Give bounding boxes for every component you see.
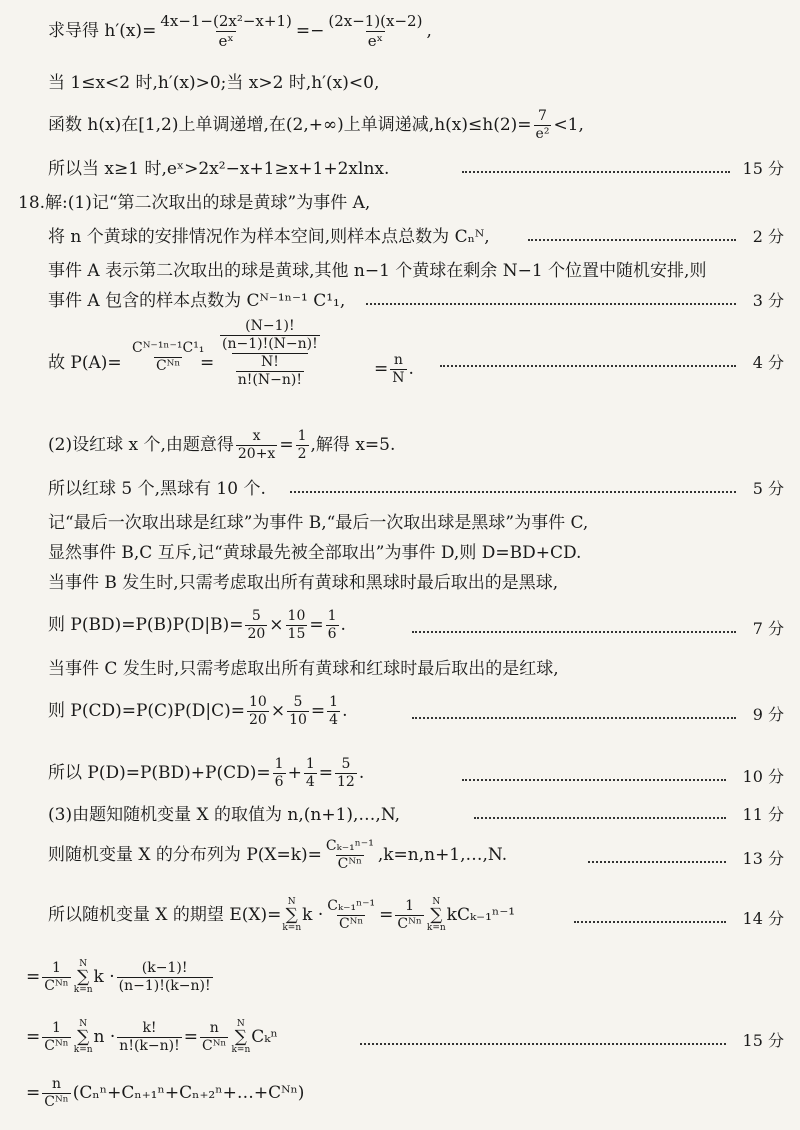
sum-symbol: N ∑ k=n [231, 1019, 251, 1055]
distribution-line: 则随机变量 X 的分布列为 P(X=k)= $\frac{\text{Cₖ₋₁ⁿ⁻¹}}{\text{Cᴺⁿ}}$ ,k=n,n+1,…,N. 13 分 [48, 838, 784, 872]
score-label: 11 分 [742, 805, 784, 824]
expectation-line: 所以随机变量 X 的期望 E(X)= N ∑ k=n k · $\frac{\text{Cₖ₋₁ⁿ⁻¹}}{\text{Cᴺⁿ}}$ = $\frac{1}{\text{Cᴺⁿ}}$ N ∑ k=n kCₖ₋₁ⁿ⁻¹ 14 分 [48, 897, 784, 933]
monotonic-line: 函数 h(x)在[1,2)上单调递增,在(2,+∞)上单调递减,h(x)≤h(2)= $\frac{7}{\text{e²}}$ <1, [48, 108, 584, 142]
score-label: 3 分 [752, 291, 784, 310]
pa-line: 故 P(A)= $\frac{\text{Cᴺ⁻¹ⁿ⁻¹C¹₁}}{\text{Cᴺⁿ}}$ = $\frac{\frac{(N-1)!}{(n-1)!(N-n)!}}{\frac{N!}{n!(N-n)!}}$ = $\frac{n}{N}$ . 4 分 [48, 318, 784, 388]
pd-line: 所以 P(D)=P(BD)+P(CD)= $\frac{1}{6}$ + $\frac{1}{4}$ = $\frac{5}{12}$ . 10 分 [48, 756, 784, 790]
pbd-line: 则 P(BD)=P(B)P(D|B)= $\frac{5}{20}$ × $\frac{10}{15}$ = $\frac{1}{6}$ . 7 分 [48, 608, 784, 642]
derivative-frac-2: $\frac{(2x-1)(x-2)}{\text{eˣ}}$ [328, 12, 423, 50]
score-label: 13 分 [742, 849, 784, 868]
answer-page: 求导得 h′(x)= $\frac{\text{4x−1−(2x²−x+1)}}{\text{eˣ}}$ =− $\frac{(2x-1)(x-2)}{\text{eˣ}}$ , 当 1≤x<2 时,h′(x)>0;当 x>2 时,h′(x)<0, 函数 h(x)在[1,2)上单调递增,在(2,+∞)上单调递减,h(x)≤h(2)= $\frac{7}{\text{e²}}$ <1, 所以当 x≥1 时,eˣ>2x²−x+1≥x+1+2xlnx. 15 分 18.解:(1)记“第二次取出的球是黄球”为事件 A, 将 n 个黄球的安排情况作为样本空间,则样本点总数为 Cₙᴺ, 2 分 事件 A 表示第二次取出的球是黄球,其他 n−1 个黄球在剩余 N−1 个位置中随机安排,则 事件 A 包含的样本点数为 Cᴺ⁻¹ⁿ⁻¹ C¹₁, 3 分 故 P(A)= $\frac{\text{Cᴺ⁻¹ⁿ⁻¹C¹₁}}{\text{Cᴺⁿ}}$ = $\frac{\frac{(N-1)!}{(n-1)!(N-n)!}}{\frac{N!}{n!(N-n)!}}$ = $\frac{n}{N}$ . 4 分 (2)设红球 x 个,由题意得 $\frac{x}{20+x}$ = $\frac{1}{2}$ ,解得 x=5. 所以红球 5 个,黑球有 10 个. 5 分 记“最后一次取出球是红球”为事件 B,“最后一次取出球是黑球”为事件 C, 显然事件 B,C 互斥,记“黄球最先被全部取出”为事件 D,则 D=BD+CD. 当事件 B 发生时,只需考虑取出所有黄球和黑球时最后取出的是黑球, 则 P(BD)=P(B)P(D|B)= $\frac{5}{20}$ × $\frac{10}{15}$ = $\frac{1}{6}$ . 7 分 当事件 C 发生时,只需考虑取出所有黄球和红球时最后取出的是红球, 则 P(CD)=P(C)P(D|C)= $\frac{10}{20}$ × $\frac{5}{10}$ = $\frac{1}{4}$ . 9 分 所以 P(D)=P(BD)+P(CD)= $\frac{1}{6}$ + $\frac{1}{4}$ = $\frac{5}{12}$ . 10 分 (3)由题知随机变量 X 的取值为 n,(n+1),…,N, 11 分 则随机变量 X 的分布列为 P(X=k)= $\frac{\text{Cₖ₋₁ⁿ⁻¹}}{\text{Cᴺⁿ}}$ ,k=n,n+1,…,N. 13 分 所以随机变量 X 的期望 E(X)= N ∑ k=n k · $\frac{\text{Cₖ₋₁ⁿ⁻¹}}{\text{Cᴺⁿ}}$ = $\frac{1}{\text{Cᴺⁿ}}$ N ∑ k=n kCₖ₋₁ⁿ⁻¹ 14 分 = $\frac{1}{\text{Cᴺⁿ}}$ N ∑ k=n k · $\frac{(k-1)!}{(n-1)!(k-n)!}$ = $\frac{1}{\text{Cᴺⁿ}}$ N ∑ k=n n · $\frac{k!}{n!(k-n)!}$ = $\frac{n}{\text{Cᴺⁿ}}$ N ∑ k=n Cₖⁿ 15 分 = $\frac{n}{\text{Cᴺⁿ}}$ (Cₙⁿ+Cₙ₊₁ⁿ+Cₙ₊₂ⁿ+…+Cᴺⁿ) [0, 0, 800, 1130]
score-label: 15 分 [742, 1031, 784, 1050]
score-label: 2 分 [752, 227, 784, 246]
pa-compound-frac: $\frac{\frac{(N-1)!}{(n-1)!(N-n)!}}{\frac{N!}{n!(N-n)!}}$ [222, 318, 318, 388]
leader-dots [462, 171, 730, 173]
score-label: 4 分 [752, 353, 784, 372]
derivative-lead: 求导得 h′(x)= [48, 21, 157, 41]
expectation-step-2: = $\frac{1}{\text{Cᴺⁿ}}$ N ∑ k=n n · $\frac{k!}{n!(k-n)!}$ = $\frac{n}{\text{Cᴺⁿ}}$ N ∑ k=n Cₖⁿ 15 分 [26, 1019, 784, 1055]
derivative-frac-1: $\frac{\text{4x−1−(2x²−x+1)}}{\text{eˣ}}$ [160, 12, 292, 50]
sum-symbol: N ∑ k=n [73, 1019, 93, 1055]
score-label: 5 分 [752, 479, 784, 498]
sum-symbol: N ∑ k=n [282, 897, 302, 933]
score-label: 14 分 [742, 909, 784, 928]
expectation-step-3: = $\frac{n}{\text{Cᴺⁿ}}$ (Cₙⁿ+Cₙ₊₁ⁿ+Cₙ₊₂ⁿ+…+Cᴺⁿ) [26, 1076, 305, 1110]
derivative-line: 求导得 h′(x)= $\frac{\text{4x−1−(2x²−x+1)}}{\text{eˣ}}$ =− $\frac{(2x-1)(x-2)}{\text{eˣ}}$ , [48, 12, 432, 50]
pcd-line: 则 P(CD)=P(C)P(D|C)= $\frac{10}{20}$ × $\frac{5}{10}$ = $\frac{1}{4}$ . 9 分 [48, 694, 784, 728]
score-label: 15 分 [742, 159, 784, 178]
red-ball-line: (2)设红球 x 个,由题意得 $\frac{x}{20+x}$ = $\frac{1}{2}$ ,解得 x=5. [48, 428, 396, 462]
score-label: 10 分 [742, 767, 784, 786]
score-label: 9 分 [752, 705, 784, 724]
expectation-step-1: = $\frac{1}{\text{Cᴺⁿ}}$ N ∑ k=n k · $\frac{(k-1)!}{(n-1)!(k-n)!}$ [26, 959, 211, 995]
score-label: 7 分 [752, 619, 784, 638]
sum-symbol: N ∑ k=n [73, 959, 93, 995]
sum-symbol: N ∑ k=n [426, 897, 446, 933]
